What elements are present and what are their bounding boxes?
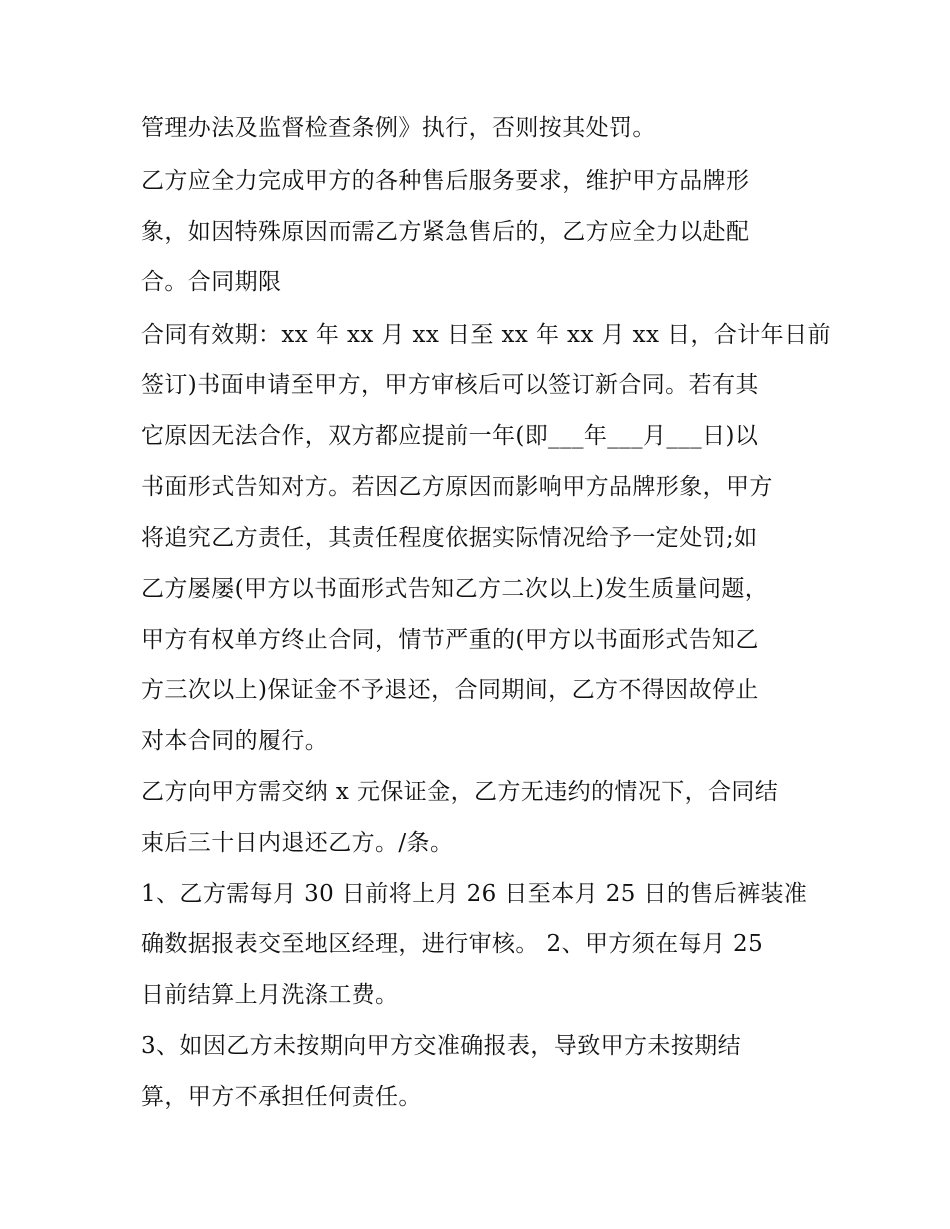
text-line: 象，如因特殊原因而需乙方紧急售后的，乙方应全力以赴配 [141,219,750,245]
text-line: 1、乙方需每月 30 日前将上月 26 日至本月 25 日的售后裤装准 [141,881,808,907]
text-line: 甲方有权单方终止合同，情节严重的(甲方以书面形式告知乙 [141,627,759,653]
text-line: 算，甲方不承担任何责任。 [141,1084,422,1110]
text-line: 它原因无法合作，双方都应提前一年(即___年___月___日)以 [141,423,759,449]
text-line: 3、如因乙方未按期向甲方交准确报表，导致甲方未按期结 [141,1033,742,1059]
text-line: 对本合同的履行。 [141,728,329,754]
text-line: 乙方屡屡(甲方以书面形式告知乙方二次以上)发生质量问题， [141,576,769,602]
text-line: 将追究乙方责任，其责任程度依据实际情况给予一定处罚;如 [141,525,758,551]
text-line: 乙方应全力完成甲方的各种售后服务要求，维护甲方品牌形 [141,168,750,194]
text-line: 方三次以上)保证金不予退还，合同期间，乙方不得因故停止 [141,677,759,703]
text-line: 束后三十日内退还乙方。/条。 [141,830,454,856]
text-line: 签订)书面申请至甲方，甲方审核后可以签订新合同。若有其 [141,372,759,398]
text-line: 合。合同期限 [141,269,282,295]
text-line: 乙方向甲方需交纳 x 元保证金，乙方无违约的情况下，合同结 [141,779,779,805]
text-line: 管理办法及监督检查条例》执行，否则按其处罚。 [141,115,656,141]
text-line: 确数据报表交至地区经理，进行审核。 2、甲方须在每月 25 [141,931,764,957]
text-line: 日前结算上月洗涤工费。 [141,982,399,1008]
text-line: 书面形式告知对方。若因乙方原因而影响甲方品牌形象，甲方 [141,474,773,500]
text-line: 合同有效期：xx 年 xx 月 xx 日至 xx 年 xx 月 xx 日，合计年日前 [141,322,831,348]
